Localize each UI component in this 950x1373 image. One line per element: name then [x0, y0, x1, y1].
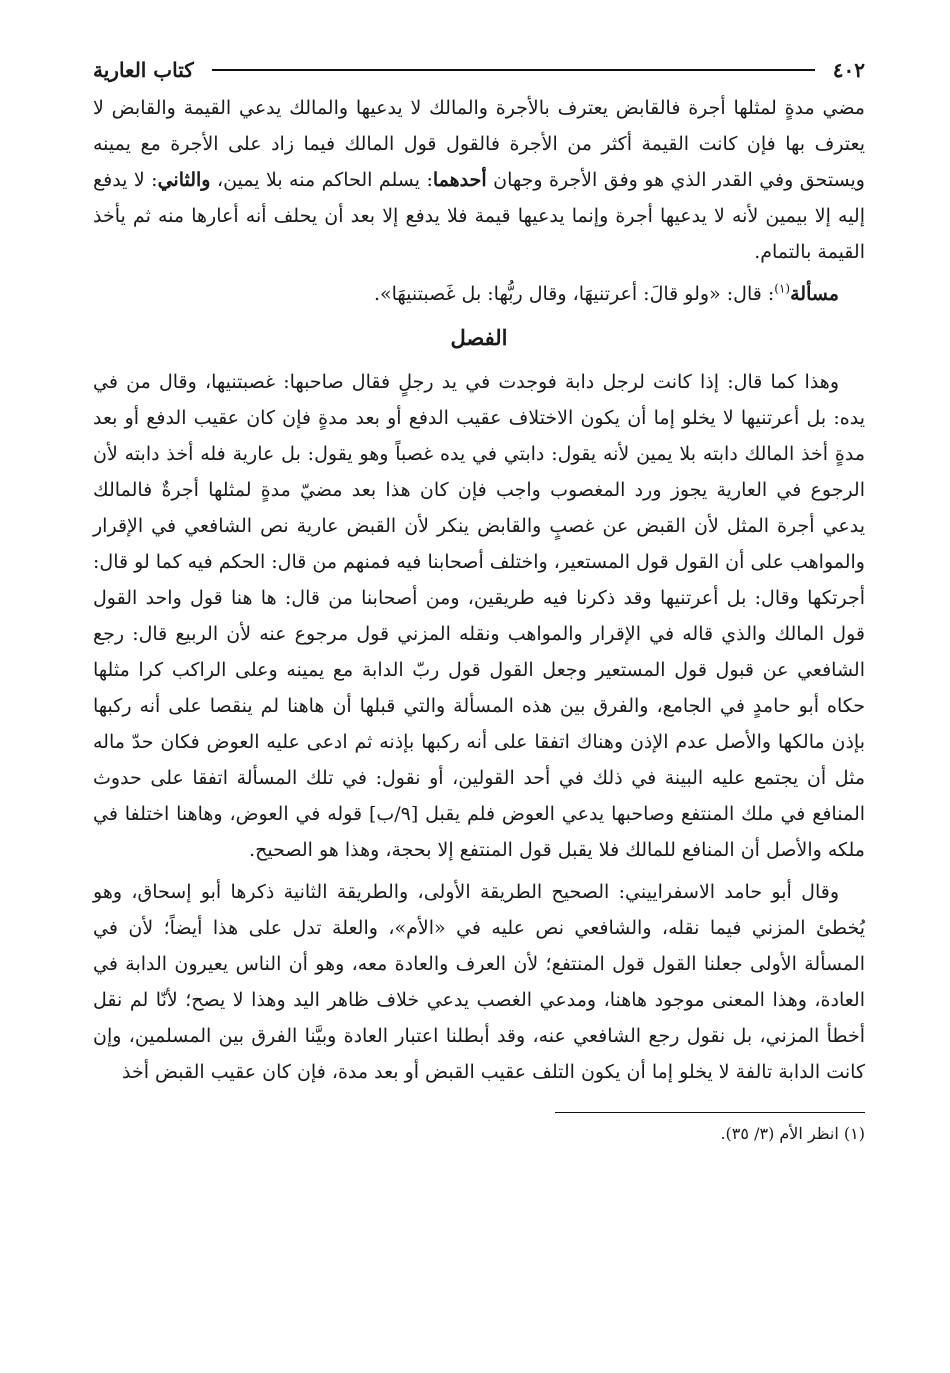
- masala-paragraph: [93, 276, 865, 312]
- footnote-ref: (١): [774, 281, 791, 296]
- masala-text: : قال: «ولو قالَ: أعرتنيهَا، وقال ربُّها: بل غَصبتنيهَا».: [373, 283, 775, 305]
- page: [93, 50, 865, 1149]
- paragraph-2: وهذا كما قال: إذا كانت لرجل دابة فوجدت في يد رجلٍ فقال صاحبها: غصبتنيها، وقال من في يده: بل أعرتنيها لا يخلو إما أن يكون الاختلاف عقيب الدفع أو بعد مدةٍ فإن كان عقيب الدفع أو بعد مدةٍ أخذ المالك دابته بلا يمين لأنه يقول: دابتي في يده غصباً وهو يقول: بل عارية فله أخذ دابته لأن الرجوع في العارية يجوز ورد المغصوب واجب فإن كان هذا بعد مضيّ مدةٍ لمثلها أجرةٌ فالمالك يدعي أجرة المثل لأن القبض عن غصبٍ والقابض ينكر لأن القبض عارية نص الشافعي في الإقرار والمواهب على أن القول قول المستعير، واختلف أصحابنا فيه فمنهم من قال: الحكم فيه كما لو قال: أجرتكها وقال: بل أعرتنيها وقد ذكرنا فيه طريقين، ومن أصحابنا من قال: ها هنا قول واحد القول قول المالك والذي قاله في الإقرار والمواهب ونقله المزني قول مرجوع عنه لأن الربيع قال: رجع الشافعي عن قبول قول المستعير وجعل القول قول ربّ الدابة مع يمينه وعلى الراكب كرا مثلها حكاه أبو حامدٍ في الجامع، والفرق بين هذه المسألة والتي قبلها أن هاهنا لم ينقصا على أنه ركبها بإذن مالكها والأصل عدم الإذن وهناك اتفقا على أنه ركبها بإذنه ثم ادعى عليه العوض فكان حدّ ماله مثل أن يجتمع عليه البينة في ذلك في أحد القولين، أو نقول: في تلك المسألة اتفقا على حدوث المنافع في ملك المنتفع وصاحبها يدعي العوض فلم يقبل [٩/ب] قوله في العوض، وهاهنا اختلفا في ملكه والأصل أن المنافع للمالك فلا يقبل قول المنتفع إلا بحجة، وهذا هو الصحيح.: [93, 371, 866, 861]
- section-heading: الفصل: [450, 325, 508, 350]
- paragraph-3: وقال أبو حامد الاسفراييني: الصحيح الطريقة الأولى، والطريقة الثانية ذكرها أبو إسحاق، وهو يُخطئ المزني فيما نقله، والشافعي نص عليه في «الأم»، والعلة تدل على هذا أيضاً؛ لأن في المسألة الأولى جعلنا القول قول المنتفع؛ لأن العرف والعادة معه، وهو أن الناس يعيرون الدابة في العادة، وهذا المعنى موجود هاهنا، ومدعي الغصب يدعي خلاف ظاهر اليد وهذا لا يصح؛ لأنّا لم نقل أخطأ المزني، بل نقول رجع الشافعي عنه، وقد أبطلنا اعتبار العادة وبيَّنا الفرق بين المسلمين، وإن كانت الدابة تالفة لا يخلو إما أن يكون التلف عقيب القبض أو بعد مدة، فإن كان عقيب القبض أخذ: [93, 881, 865, 1083]
- body-text: [93, 90, 865, 1090]
- paragraph-1: [93, 90, 865, 270]
- page-number: ٤٠٢: [832, 58, 865, 82]
- paragraph-1-end: : لا يدفع إليه إلا بيمين لأنه لا يدعيها أجرة وإنما يدعيها قيمة فلا يدفع إلا بعد أن يحلف أنه أعارها منه ثم يأخذ القيمة بالتمام.: [93, 169, 865, 263]
- running-header: [93, 50, 865, 90]
- term-first: أحدهما: [432, 169, 487, 191]
- footnote-number: (١): [843, 1124, 865, 1143]
- paragraph-1-text: مضي مدةٍ لمثلها أجرة فالقابض يعترف بالأجرة والمالك لا يدعيها والمالك يدعي القيمة والقابض لا يعترف بها فإن كانت القيمة أكثر من الأجرة فالقول قول المالك فيما زاد على الأجرة مع يمينه ويستحق وفي القدر الذي هو وفق الأجرة وجهان: [93, 97, 865, 191]
- footnote-rule: [555, 1112, 865, 1113]
- header-rule: [212, 69, 815, 71]
- term-second: والثاني: [157, 169, 211, 191]
- footnote: [93, 1119, 865, 1149]
- paragraph-1-mid: : يسلم الحاكم منه بلا يمين،: [216, 169, 433, 191]
- book-title: كتاب العارية: [93, 58, 194, 82]
- masala-label: مسألة: [790, 283, 839, 305]
- footnote-text: انظر الأم (٣/ ٣٥).: [720, 1124, 839, 1143]
